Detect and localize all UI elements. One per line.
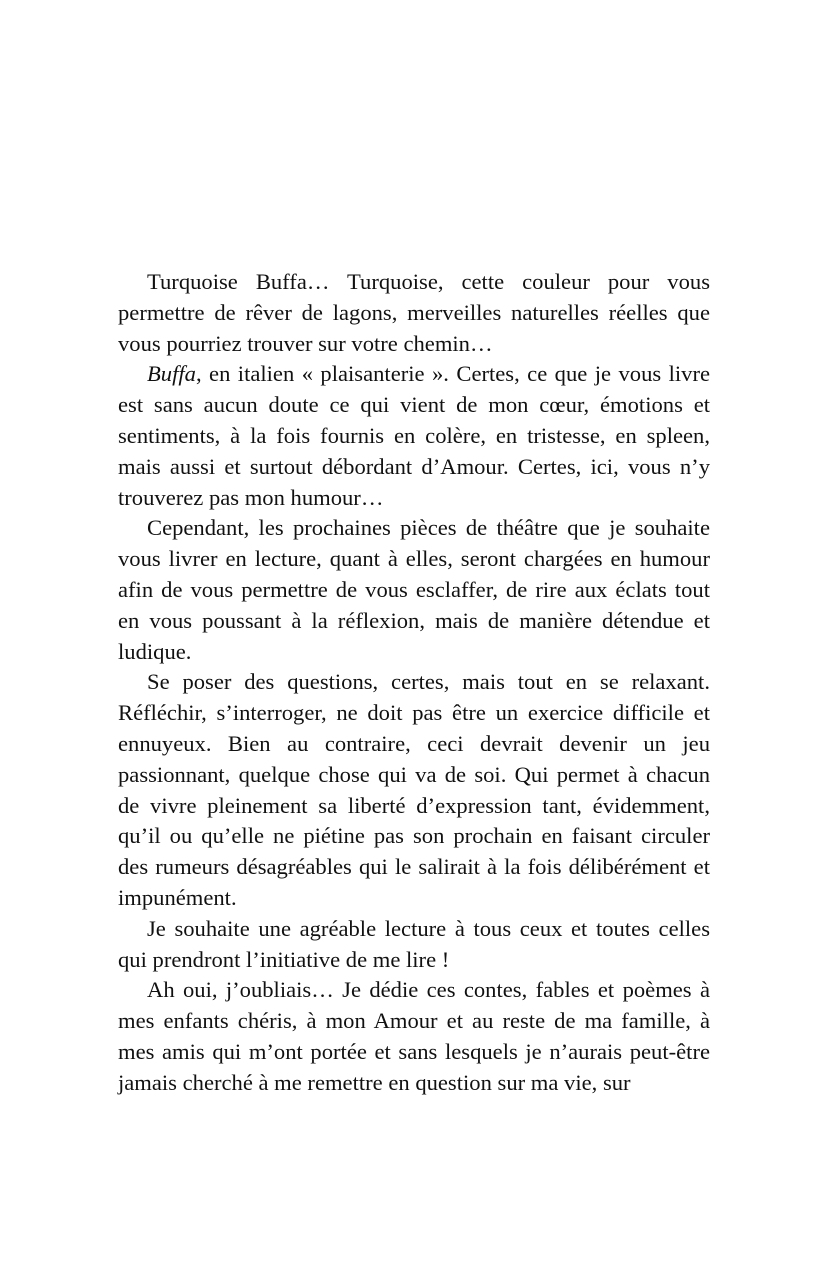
paragraph-3-text: Cependant, les prochaines pièces de théâtre que je souhaite vous livrer en lecture, quant à elles, seront chargées en humour afin de vous permettre de vous esclaffer, de rire aux éclats tout en vous poussant à la réflexion, mais de manière détendue et ludique. bbox=[118, 515, 710, 664]
paragraph-6-text: Ah oui, j’oubliais… Je dédie ces contes, fables et poèmes à mes enfants chéris, à mon Amour et au reste de ma famille, à mes amis qui m’ont portée et sans lesquels je n’aurais peut-être jamais cherché à me remettre en question sur ma vie, sur bbox=[118, 977, 710, 1095]
paragraph-5 bbox=[118, 914, 710, 976]
paragraph-4-text: Se poser des questions, certes, mais tout en se relaxant. Réfléchir, s’interroger, ne doit pas être un exercice difficile et ennuyeux. Bien au contraire, ceci devrait devenir un jeu passionnant, quelque chose qui va de soi. Qui permet à chacun de vivre pleinement sa liberté d’expression tant, évidemment, qu’il ou qu’elle ne piétine pas son prochain en faisant circuler des rumeurs désagréables qui le salirait à la fois délibérément et impunément. bbox=[118, 669, 710, 910]
paragraph-2 bbox=[118, 359, 710, 513]
paragraph-1 bbox=[118, 267, 710, 359]
paragraph-3 bbox=[118, 513, 710, 667]
page-body bbox=[118, 267, 710, 1099]
paragraph-6 bbox=[118, 975, 710, 1098]
paragraph-1-text: Turquoise Buffa… Turquoise, cette couleur pour vous permettre de rêver de lagons, merveilles naturelles réelles que vous pourriez trouver sur votre chemin… bbox=[118, 269, 710, 356]
paragraph-2-text: , en italien « plaisanterie ». Certes, ce que je vous livre est sans aucun doute ce qui vient de mon cœur, émotions et sentiments, à la fois fournis en colère, en tristesse, en spleen, mais aussi et surtout débordant d’Amour. Certes, ici, vous n’y trouverez pas mon humour… bbox=[118, 361, 710, 510]
paragraph-2-italic-word: Buffa bbox=[147, 361, 196, 387]
paragraph-4 bbox=[118, 667, 710, 913]
paragraph-5-text: Je souhaite une agréable lecture à tous ceux et toutes celles qui prendront l’initiative de me lire ! bbox=[118, 915, 710, 972]
